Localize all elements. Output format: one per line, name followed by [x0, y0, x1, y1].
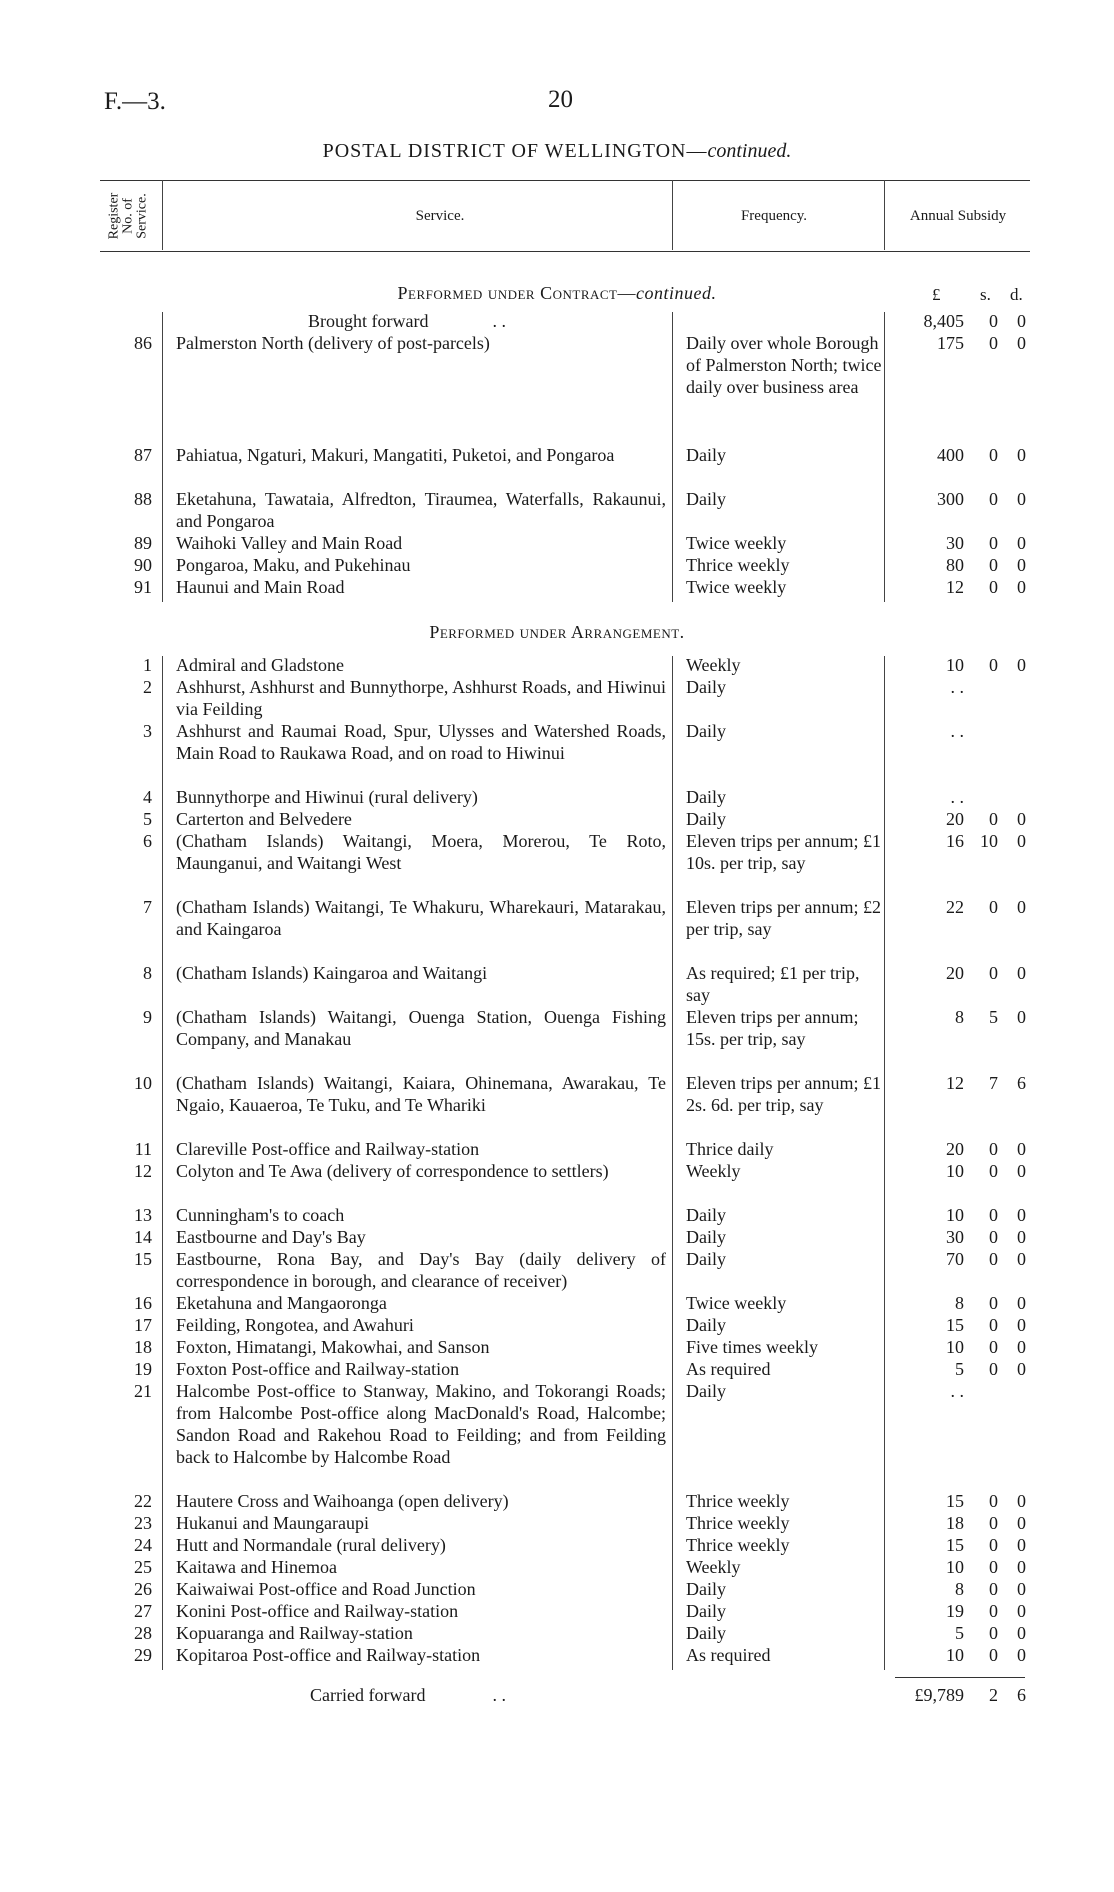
brought-forward-label: Brought forward: [308, 311, 429, 331]
subsidy-pence: 0: [1017, 809, 1026, 829]
service-frequency: Twice weekly: [686, 533, 787, 553]
subsidy-shillings: 10: [980, 831, 998, 851]
service-frequency: Thrice weekly: [686, 1491, 790, 1511]
service-frequency: Twice weekly: [686, 577, 787, 597]
subsidy-shillings: 0: [989, 1359, 998, 1379]
register-number: 5: [143, 809, 152, 829]
subsidy-pence: 0: [1017, 655, 1026, 675]
service-description: Palmerston North (delivery of post-parcels): [176, 333, 490, 353]
service-frequency: Daily: [686, 787, 726, 807]
subsidy-shillings: 0: [989, 1293, 998, 1313]
service-description: (Chatham Islands) Waitangi, Ouenga Station, Ouenga Fishing Company, and Manakau: [176, 1007, 666, 1049]
subsidy-pounds: 10: [946, 1205, 964, 1225]
column-divider: [884, 312, 885, 602]
register-number: 26: [134, 1579, 152, 1599]
subsidy-shillings: 0: [989, 1535, 998, 1555]
column-divider: [672, 656, 673, 1670]
document-page: F.—3. 20 POSTAL DISTRICT OF WELLINGTON—continued. Register No. of Service. Service. Frequency. Annual Subsidy Performed under Contract—continued. £ s. d. Brought forward . . 8,405 0 0 86 Palmerston North (delivery of post-parcels) Daily over whole Borough of Palmerston North; twice daily over business area 175 0 0 87 Pahiatua, Ngaturi, Makuri, Mangatiti, Puketoi, and Pongaroa Daily 400 0 0 88 Eketahuna, Tawataia, Alfredton, Tiraumea, Waterfalls, Rakaunui, and Pongaroa Daily 300 0 0 89 Waihoki Valley and Main Road Twice weekly 30 0 0 90 Pongaroa, Maku, and Pukehinau Thrice weekly 80 0 0 91 Haunui and Main Road Twice weekly 12 0 0 Performed under Arrangement. 1 Admiral and Gladstone Weekly 10 0 0 2 Ashhurst, Ashhurst and Bunnythorpe, Ashhurst Roads, and Hiwinui via Feilding Daily . . 3 Ashhurst and Raumai Road, Spur, Ulysses and Watershed Roads, Main Road to Raukawa Road, and on road to Hiwinui Daily . . 4 Bunnythorpe and Hiwinui (rural delivery) Daily . . 5 Carterton and Belvedere Daily 20 0 0 6 (Chatham Islands) Waitangi, Moera, Morerou, Te Roto, Maunganui, and Waitangi West Eleven trips per annum; £1 10s. per trip, say 16 10 0 7 (Chatham Islands) Waitangi, Te Whakuru, Wharekauri, Matarakau, and Kaingaroa Eleven trips per annum; £2 per trip, say 22 0 0 8 (Chatham Islands) Kaingaroa and Waitangi As required; £1 per trip, say 20 0 0 9 (Chatham Islands) Waitangi, Ouenga Station, Ouenga Fishing Company, and Manakau Eleven trips per annum; 15s. per trip, say 8 5 0 10 (Chatham Islands) Waitangi, Kaiara, Ohinemana, Awarakau, Te Ngaio, Kauaeroa, Te Tuku, and Te Whariki Eleven trips per annum; £1 2s. 6d. per trip, say 12 7 6 11 Clareville Post-office and Railway-station Thrice daily 20 0 0 12 Colyton and Te Awa (delivery of correspondence to settlers) Weekly 10 0 0 13 Cunningham's to coach Daily 10 0 0 14 Eastbourne and Day's Bay Daily 30 0 0 15 Eastbourne, Rona Bay, and Day's Bay (daily delivery of correspondence in borough, and clearance of receiver) Daily 70 0 0 16 Eketahuna and Mangaoronga Twice weekly 8 0 0 17 Feilding, Rongotea, and Awahuri Daily 15 0 0 18 Foxton, Himatangi, Makowhai, and Sanson Five times weekly 10 0 0 19 Foxton Post-office and Railway-station As required 5 0 0 21 Halcombe Post-office to Stanway, Makino, and Tokorangi Roads; from Halcombe Post-office along MacDonald's Road, Halcombe; Sandon Road and Rakehou Road to Feilding; and from Feilding back to Halcombe by Halcombe Road Daily . . 22 Hautere Cross and Waihoanga (open delivery) Thrice weekly 15 0 0 23 Hukanui and Maungaraupi Thrice weekly 18 0 0 24 Hutt and Normandale (rural delivery) Thrice weekly 15 0 0 25 Kaitawa and Hinemoa Weekly 10 0 0 26 Kaiwaiwai Post-office and Road Junction Daily 8 0 0 27 Konini Post-office and Railway-station Daily 19 0 0 28 Kopuaranga and Railway-station Daily 5 0 0 29 Kopitaroa Post-office and Railway-station As required 10 0 0 Carried forward . . £9,789 2 6: [0, 0, 1114, 1892]
subsidy-pounds: 10: [946, 1161, 964, 1181]
subsidy-shillings: 0: [989, 1579, 998, 1599]
subsidy-shillings: 0: [989, 1513, 998, 1533]
subsidy-pence: 0: [1017, 1249, 1026, 1269]
carried-forward-label: Carried forward: [310, 1685, 426, 1705]
service-frequency: Eleven trips per annum; 15s. per trip, say: [686, 1007, 859, 1049]
subsidy-shillings: 0: [989, 655, 998, 675]
total-rule: [895, 1677, 1025, 1678]
service-frequency: Eleven trips per annum; £1 2s. 6d. per trip, say: [686, 1073, 881, 1115]
subsidy-pounds: 20: [946, 963, 964, 983]
service-description: Hutt and Normandale (rural delivery): [176, 1535, 446, 1555]
subsidy-shillings: 0: [989, 555, 998, 575]
subsidy-pence: 0: [1017, 445, 1026, 465]
service-description: (Chatham Islands) Waitangi, Kaiara, Ohinemana, Awarakau, Te Ngaio, Kauaeroa, Te Tuku, and Te Whariki: [176, 1073, 666, 1115]
register-number: 91: [134, 577, 152, 597]
service-description: Halcombe Post-office to Stanway, Makino, and Tokorangi Roads; from Halcombe Post-office along MacDonald's Road, Halcombe; Sandon Road and Rakehou Road to Feilding; and from Feilding back to Halcombe by Halcombe Road: [176, 1381, 666, 1467]
service-frequency: Eleven trips per annum; £2 per trip, say: [686, 897, 881, 939]
subsidy-pounds: 18: [946, 1513, 964, 1533]
service-frequency: Daily over whole Borough of Palmerston North; twice daily over business area: [686, 333, 882, 397]
service-frequency: Eleven trips per annum; £1 10s. per trip, say: [686, 831, 881, 873]
subsidy-pence: 0: [1017, 1205, 1026, 1225]
currency-pence-label: d.: [1010, 285, 1023, 304]
register-number: 24: [134, 1535, 152, 1555]
subsidy-pence: 0: [1017, 1007, 1026, 1027]
subsidy-pence: 0: [1017, 1337, 1026, 1357]
register-number: 14: [134, 1227, 152, 1247]
service-frequency: Thrice daily: [686, 1139, 774, 1159]
subsidy-pounds: 70: [946, 1249, 964, 1269]
register-number: 18: [134, 1337, 152, 1357]
register-number: 89: [134, 533, 152, 553]
register-number: 28: [134, 1623, 152, 1643]
service-description: Kaiwaiwai Post-office and Road Junction: [176, 1579, 476, 1599]
subsidy-pounds: 300: [937, 489, 964, 509]
register-number: 25: [134, 1557, 152, 1577]
subsidy-pence: 0: [1017, 1315, 1026, 1335]
column-header-band: [100, 180, 1030, 252]
register-number: 16: [134, 1293, 152, 1313]
column-header-register: Register No. of Service.: [106, 192, 149, 240]
subsidy-pounds: 15: [946, 1535, 964, 1555]
subsidy-shillings: 0: [989, 1205, 998, 1225]
subsidy-pounds: 12: [946, 577, 964, 597]
subsidy-pounds: 22: [946, 897, 964, 917]
subsidy-pounds: 20: [946, 1139, 964, 1159]
service-frequency: Five times weekly: [686, 1337, 818, 1357]
service-description: (Chatham Islands) Waitangi, Te Whakuru, Wharekauri, Matarakau, and Kaingaroa: [176, 897, 666, 939]
subsidy-pounds: 175: [937, 333, 964, 353]
subsidy-pounds: 8: [955, 1579, 964, 1599]
subsidy-pence: 0: [1017, 1535, 1026, 1555]
column-divider: [162, 180, 163, 250]
arrangement-section-title: Performed under Arrangement.: [429, 622, 685, 642]
service-description: Ashhurst, Ashhurst and Bunnythorpe, Ashhurst Roads, and Hiwinui via Feilding: [176, 677, 666, 719]
register-number: 10: [134, 1073, 152, 1093]
service-description: Foxton, Himatangi, Makowhai, and Sanson: [176, 1337, 490, 1357]
register-number: 11: [134, 1139, 152, 1159]
subsidy-pence: 0: [1017, 1139, 1026, 1159]
subsidy-pounds: . .: [950, 677, 964, 697]
register-number: 21: [134, 1381, 152, 1401]
service-description: Kopitaroa Post-office and Railway-station: [176, 1645, 481, 1665]
subsidy-pounds: 10: [946, 1645, 964, 1665]
subsidy-pounds: 19: [946, 1601, 964, 1621]
contract-section-title: Performed under Contract—continued.: [397, 283, 717, 303]
register-number: 86: [134, 333, 152, 353]
subsidy-shillings: 0: [989, 1491, 998, 1511]
page-title-main: POSTAL DISTRICT OF WELLINGTON—: [322, 140, 708, 162]
service-frequency: Weekly: [686, 1557, 741, 1577]
document-reference: F.—3.: [104, 88, 166, 115]
service-description: Haunui and Main Road: [176, 577, 345, 597]
column-divider: [162, 312, 163, 602]
subsidy-shillings: 0: [989, 1249, 998, 1269]
service-frequency: Daily: [686, 1205, 726, 1225]
subsidy-pence: 0: [1017, 533, 1026, 553]
service-frequency: Thrice weekly: [686, 1535, 790, 1555]
subsidy-shillings: 0: [989, 963, 998, 983]
service-description: (Chatham Islands) Waitangi, Moera, Morerou, Te Roto, Maunganui, and Waitangi West: [176, 831, 666, 873]
subsidy-pence: 0: [1017, 897, 1026, 917]
service-description: Pongaroa, Maku, and Pukehinau: [176, 555, 411, 575]
register-number: 2: [143, 677, 152, 697]
column-header-service: Service.: [415, 207, 465, 224]
service-frequency: Daily: [686, 489, 726, 509]
leader-dots: . .: [492, 311, 506, 331]
register-number: 9: [143, 1007, 152, 1027]
service-description: Kaitawa and Hinemoa: [176, 1557, 337, 1577]
subsidy-pence: 0: [1017, 1623, 1026, 1643]
subsidy-pounds: 80: [946, 555, 964, 575]
register-number: 3: [143, 721, 152, 741]
register-number: 88: [134, 489, 152, 509]
service-frequency: Daily: [686, 1579, 726, 1599]
subsidy-pence: 0: [1017, 831, 1026, 851]
service-frequency: Daily: [686, 677, 726, 697]
column-divider: [162, 656, 163, 1670]
subsidy-shillings: 0: [989, 533, 998, 553]
subsidy-pounds: 8: [955, 1007, 964, 1027]
service-description: Feilding, Rongotea, and Awahuri: [176, 1315, 414, 1335]
subsidy-pounds: 12: [946, 1073, 964, 1093]
subsidy-pounds: . .: [950, 1381, 964, 1401]
service-frequency: Daily: [686, 1249, 726, 1269]
leader-dots: . .: [492, 1685, 506, 1705]
subsidy-shillings: 0: [989, 1139, 998, 1159]
service-description: Colyton and Te Awa (delivery of correspondence to settlers): [176, 1161, 609, 1181]
service-description: Eastbourne and Day's Bay: [176, 1227, 366, 1247]
register-number: 13: [134, 1205, 152, 1225]
subsidy-shillings: 0: [989, 445, 998, 465]
subsidy-pence: 0: [1017, 1359, 1026, 1379]
service-frequency: Daily: [686, 1315, 726, 1335]
subsidy-shillings: 0: [989, 1557, 998, 1577]
register-number: 6: [143, 831, 152, 851]
service-frequency: Daily: [686, 721, 726, 741]
subsidy-pounds: 5: [955, 1623, 964, 1643]
subsidy-pence: 0: [1017, 963, 1026, 983]
register-number: 23: [134, 1513, 152, 1533]
subsidy-pence: 0: [1017, 1161, 1026, 1181]
subsidy-pounds: 10: [946, 1557, 964, 1577]
service-frequency: Daily: [686, 1601, 726, 1621]
register-number: 12: [134, 1161, 152, 1181]
subsidy-pounds: 15: [946, 1491, 964, 1511]
subsidy-pence: 0: [1017, 1227, 1026, 1247]
subsidy-pounds: . .: [950, 787, 964, 807]
register-number: 19: [134, 1359, 152, 1379]
subsidy-shillings: 0: [989, 489, 998, 509]
register-number: 1: [143, 655, 152, 675]
page-number: 20: [548, 86, 573, 113]
subsidy-pence: 0: [1017, 489, 1026, 509]
column-header-frequency: Frequency.: [740, 207, 808, 224]
subsidy-pounds: 15: [946, 1315, 964, 1335]
service-description: Eketahuna and Mangaoronga: [176, 1293, 387, 1313]
subsidy-pence: 0: [1017, 333, 1026, 353]
service-frequency: Thrice weekly: [686, 555, 790, 575]
subsidy-shillings: 0: [989, 1623, 998, 1643]
register-number: 8: [143, 963, 152, 983]
service-frequency: Daily: [686, 445, 726, 465]
service-description: Bunnythorpe and Hiwinui (rural delivery): [176, 787, 478, 807]
register-number: 4: [143, 787, 152, 807]
service-frequency: Daily: [686, 1623, 726, 1643]
subsidy-shillings: 7: [989, 1073, 998, 1093]
service-description: Eastbourne, Rona Bay, and Day's Bay (daily delivery of correspondence in borough, and clearance of receiver): [176, 1249, 666, 1291]
subsidy-pence: 0: [1017, 1601, 1026, 1621]
subsidy-pence: 0: [1017, 1645, 1026, 1665]
register-number: 87: [134, 445, 152, 465]
column-divider: [672, 312, 673, 602]
subsidy-pence: 0: [1017, 555, 1026, 575]
subsidy-shillings: 5: [989, 1007, 998, 1027]
subsidy-pounds: 10: [946, 655, 964, 675]
subsidy-pounds: 30: [946, 533, 964, 553]
register-number: 7: [143, 897, 152, 917]
service-frequency: As required: [686, 1645, 771, 1665]
subsidy-pounds: 10: [946, 1337, 964, 1357]
currency-pounds-label: £: [932, 285, 941, 304]
subsidy-pence: 0: [1017, 1293, 1026, 1313]
subsidy-shillings: 0: [989, 897, 998, 917]
service-description: Ashhurst and Raumai Road, Spur, Ulysses and Watershed Roads, Main Road to Raukawa Road, and on road to Hiwinui: [176, 721, 666, 763]
subsidy-shillings: 0: [989, 577, 998, 597]
subsidy-shillings: 0: [989, 1645, 998, 1665]
page-title-italic: continued.: [707, 140, 792, 162]
subsidy-pounds: . .: [950, 721, 964, 741]
subsidy-pence: 0: [1017, 1579, 1026, 1599]
subsidy-shillings: 0: [989, 333, 998, 353]
service-description: Cunningham's to coach: [176, 1205, 345, 1225]
subsidy-shillings: 0: [989, 1315, 998, 1335]
subsidy-shillings: 0: [989, 1337, 998, 1357]
service-description: Konini Post-office and Railway-station: [176, 1601, 459, 1621]
subsidy-pounds: 16: [946, 831, 964, 851]
service-description: Carterton and Belvedere: [176, 809, 352, 829]
column-divider: [672, 180, 673, 250]
subsidy-shillings: 0: [989, 809, 998, 829]
column-header-subsidy: Annual Subsidy: [909, 207, 1007, 224]
subsidy-pence: 6: [1017, 1073, 1026, 1093]
service-description: Foxton Post-office and Railway-station: [176, 1359, 460, 1379]
service-description: Waihoki Valley and Main Road: [176, 533, 403, 553]
service-frequency: Weekly: [686, 1161, 741, 1181]
register-number: 17: [134, 1315, 152, 1335]
service-description: Kopuaranga and Railway-station: [176, 1623, 413, 1643]
service-description: Hukanui and Maungaraupi: [176, 1513, 369, 1533]
service-frequency: Twice weekly: [686, 1293, 787, 1313]
currency-shillings-label: s.: [980, 285, 991, 304]
service-frequency: Weekly: [686, 655, 741, 675]
service-description: Eketahuna, Tawataia, Alfredton, Tiraumea, Waterfalls, Rakaunui, and Pongaroa: [176, 489, 666, 531]
subsidy-pence: 0: [1017, 1491, 1026, 1511]
subsidy-pence: 0: [1017, 1557, 1026, 1577]
service-frequency: Daily: [686, 1381, 726, 1401]
register-number: 29: [134, 1645, 152, 1665]
service-description: Hautere Cross and Waihoanga (open delivery): [176, 1491, 509, 1511]
page-title: [0, 140, 1114, 163]
column-divider: [884, 656, 885, 1670]
register-number: 27: [134, 1601, 152, 1621]
service-description: Clareville Post-office and Railway-station: [176, 1139, 480, 1159]
subsidy-pounds: 400: [937, 445, 964, 465]
register-number: 22: [134, 1491, 152, 1511]
subsidy-pounds: 20: [946, 809, 964, 829]
subsidy-pounds: 8: [955, 1293, 964, 1313]
service-description: Admiral and Gladstone: [176, 655, 344, 675]
column-divider: [884, 180, 885, 250]
service-frequency: Thrice weekly: [686, 1513, 790, 1533]
subsidy-pounds: 5: [955, 1359, 964, 1379]
subsidy-shillings: 0: [989, 1601, 998, 1621]
subsidy-shillings: 0: [989, 1227, 998, 1247]
subsidy-pence: 0: [1017, 1513, 1026, 1533]
subsidy-pence: 0: [1017, 577, 1026, 597]
register-number: 15: [134, 1249, 152, 1269]
service-description: (Chatham Islands) Kaingaroa and Waitangi: [176, 963, 488, 983]
service-frequency: Daily: [686, 809, 726, 829]
subsidy-shillings: 0: [989, 1161, 998, 1181]
service-frequency: As required: [686, 1359, 771, 1379]
service-frequency: Daily: [686, 1227, 726, 1247]
register-number: 90: [134, 555, 152, 575]
service-description: Pahiatua, Ngaturi, Makuri, Mangatiti, Puketoi, and Pongaroa: [176, 445, 615, 465]
service-frequency: As required; £1 per trip, say: [686, 963, 860, 1005]
subsidy-pounds: 30: [946, 1227, 964, 1247]
